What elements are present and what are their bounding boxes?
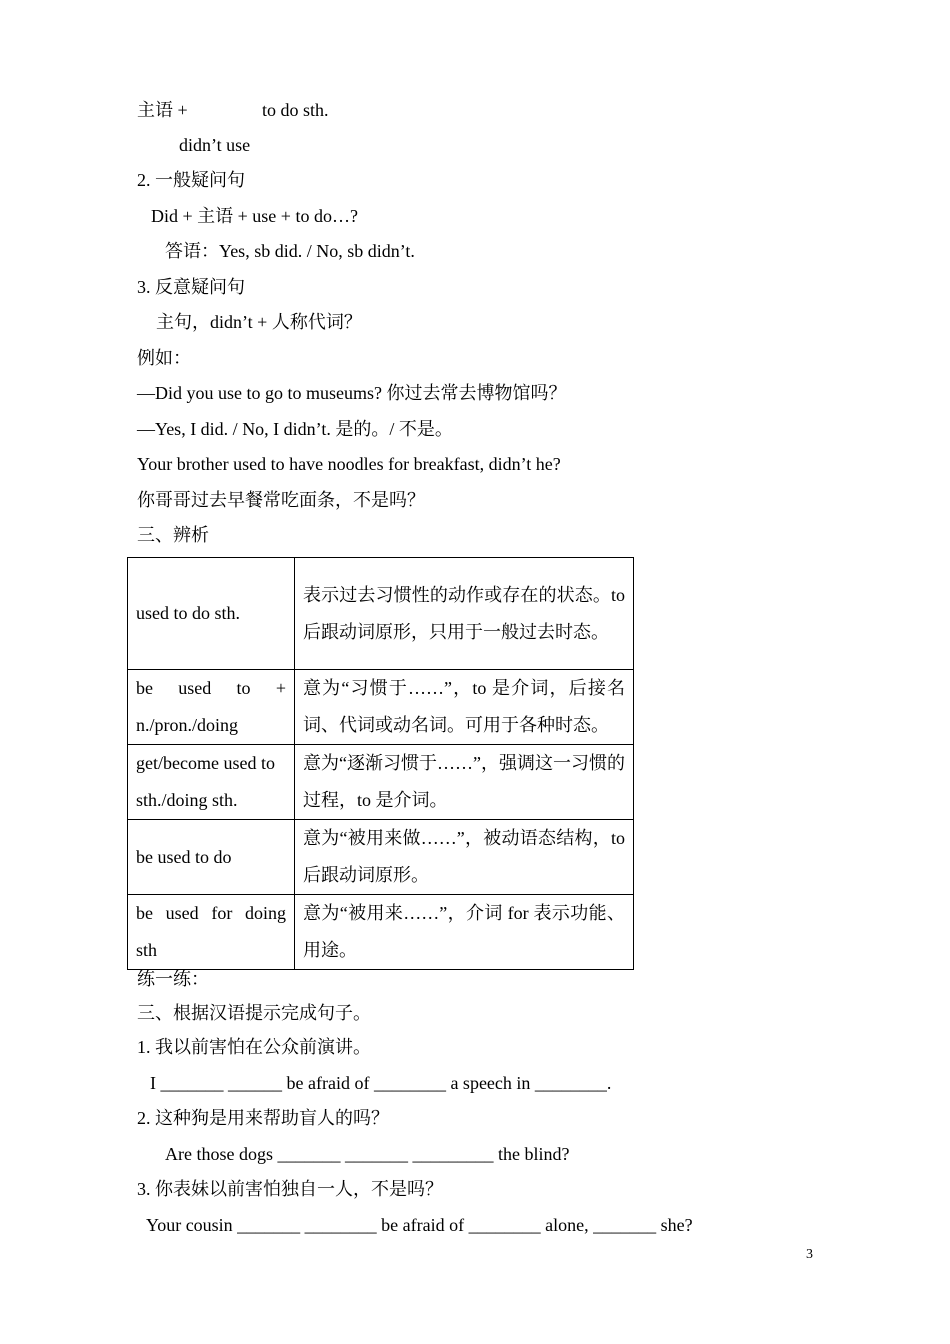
exercise-1-sentence: I _______ ______ be afraid of ________ a speech in ________. [150, 1073, 612, 1093]
term-line: get/become used to [136, 753, 275, 773]
example-question: —Did you use to go to museums? 你过去常去博物馆吗？ [137, 383, 567, 403]
term-line: sth [136, 940, 158, 960]
term-line: be used for doing [136, 903, 286, 923]
structure-to-do: to do sth. [262, 100, 329, 120]
answer-pattern: 答语：Yes, sb did. / No, sb didn’t. [165, 241, 415, 261]
example-answer: —Yes, I did. / No, I didn’t. 是的。/ 不是。 [137, 419, 453, 439]
table-cell-term: be used to do [128, 820, 295, 895]
tag-question-pattern: 主句，didn’t + 人称代词？ [156, 312, 362, 332]
table-row [128, 895, 634, 970]
page-number: 3 [806, 1247, 813, 1262]
table-row [128, 745, 634, 820]
table-cell-desc: 意为“被用来……”，介词 for 表示功能、用途。 [295, 895, 634, 970]
heading-general-question: 2. 一般疑问句 [137, 170, 245, 190]
exercise-3-prompt: 3. 你表妹以前害怕独自一人，不是吗？ [137, 1179, 443, 1199]
exercise-2-prompt: 2. 这种狗是用来帮助盲人的吗？ [137, 1108, 389, 1128]
example-sentence-zh: 你哥哥过去早餐常吃面条，不是吗？ [137, 490, 425, 510]
table-row [128, 820, 634, 895]
table-row [128, 558, 634, 670]
section-heading-comparison: 三、辨析 [137, 525, 209, 545]
example-label: 例如： [137, 348, 191, 368]
exercise-3-sentence: Your cousin _______ ________ be afraid of ________ alone, _______ she? [146, 1215, 693, 1235]
term-line: n./pron./doing [136, 715, 238, 735]
general-question-pattern: Did + 主语 + use + to do…? [151, 206, 358, 226]
term-line: sth./doing sth. [136, 790, 238, 810]
term-line: be used to + [136, 678, 286, 698]
table-cell-term [128, 745, 295, 820]
table-cell-desc: 意为“被用来做……”，被动语态结构，to 后跟动词原形。 [295, 820, 634, 895]
table-cell-desc: 表示过去习惯性的动作或存在的状态。to 后跟动词原形，只用于一般过去时态。 [295, 558, 634, 670]
structure-subject: 主语 + [137, 100, 188, 120]
structure-didnt-use: didn’t use [179, 135, 251, 155]
comparison-table [127, 557, 634, 970]
practice-instruction: 三、根据汉语提示完成句子。 [137, 1003, 371, 1023]
exercise-1-prompt: 1. 我以前害怕在公众前演讲。 [137, 1037, 371, 1057]
table-row [128, 670, 634, 745]
table-cell-desc: 意为“习惯于……”，to 是介词，后接名词、代词或动名词。可用于各种时态。 [295, 670, 634, 745]
example-sentence-en: Your brother used to have noodles for breakfast, didn’t he? [137, 454, 561, 474]
heading-tag-question: 3. 反意疑问句 [137, 277, 245, 297]
table-cell-term: used to do sth. [128, 558, 295, 670]
table-cell-desc: 意为“逐渐习惯于……”，强调这一习惯的过程，to 是介词。 [295, 745, 634, 820]
table-cell-term [128, 670, 295, 745]
table-cell-term [128, 895, 295, 970]
exercise-2-sentence: Are those dogs _______ _______ _________ the blind? [165, 1144, 570, 1164]
practice-label: 练一练： [137, 969, 209, 989]
